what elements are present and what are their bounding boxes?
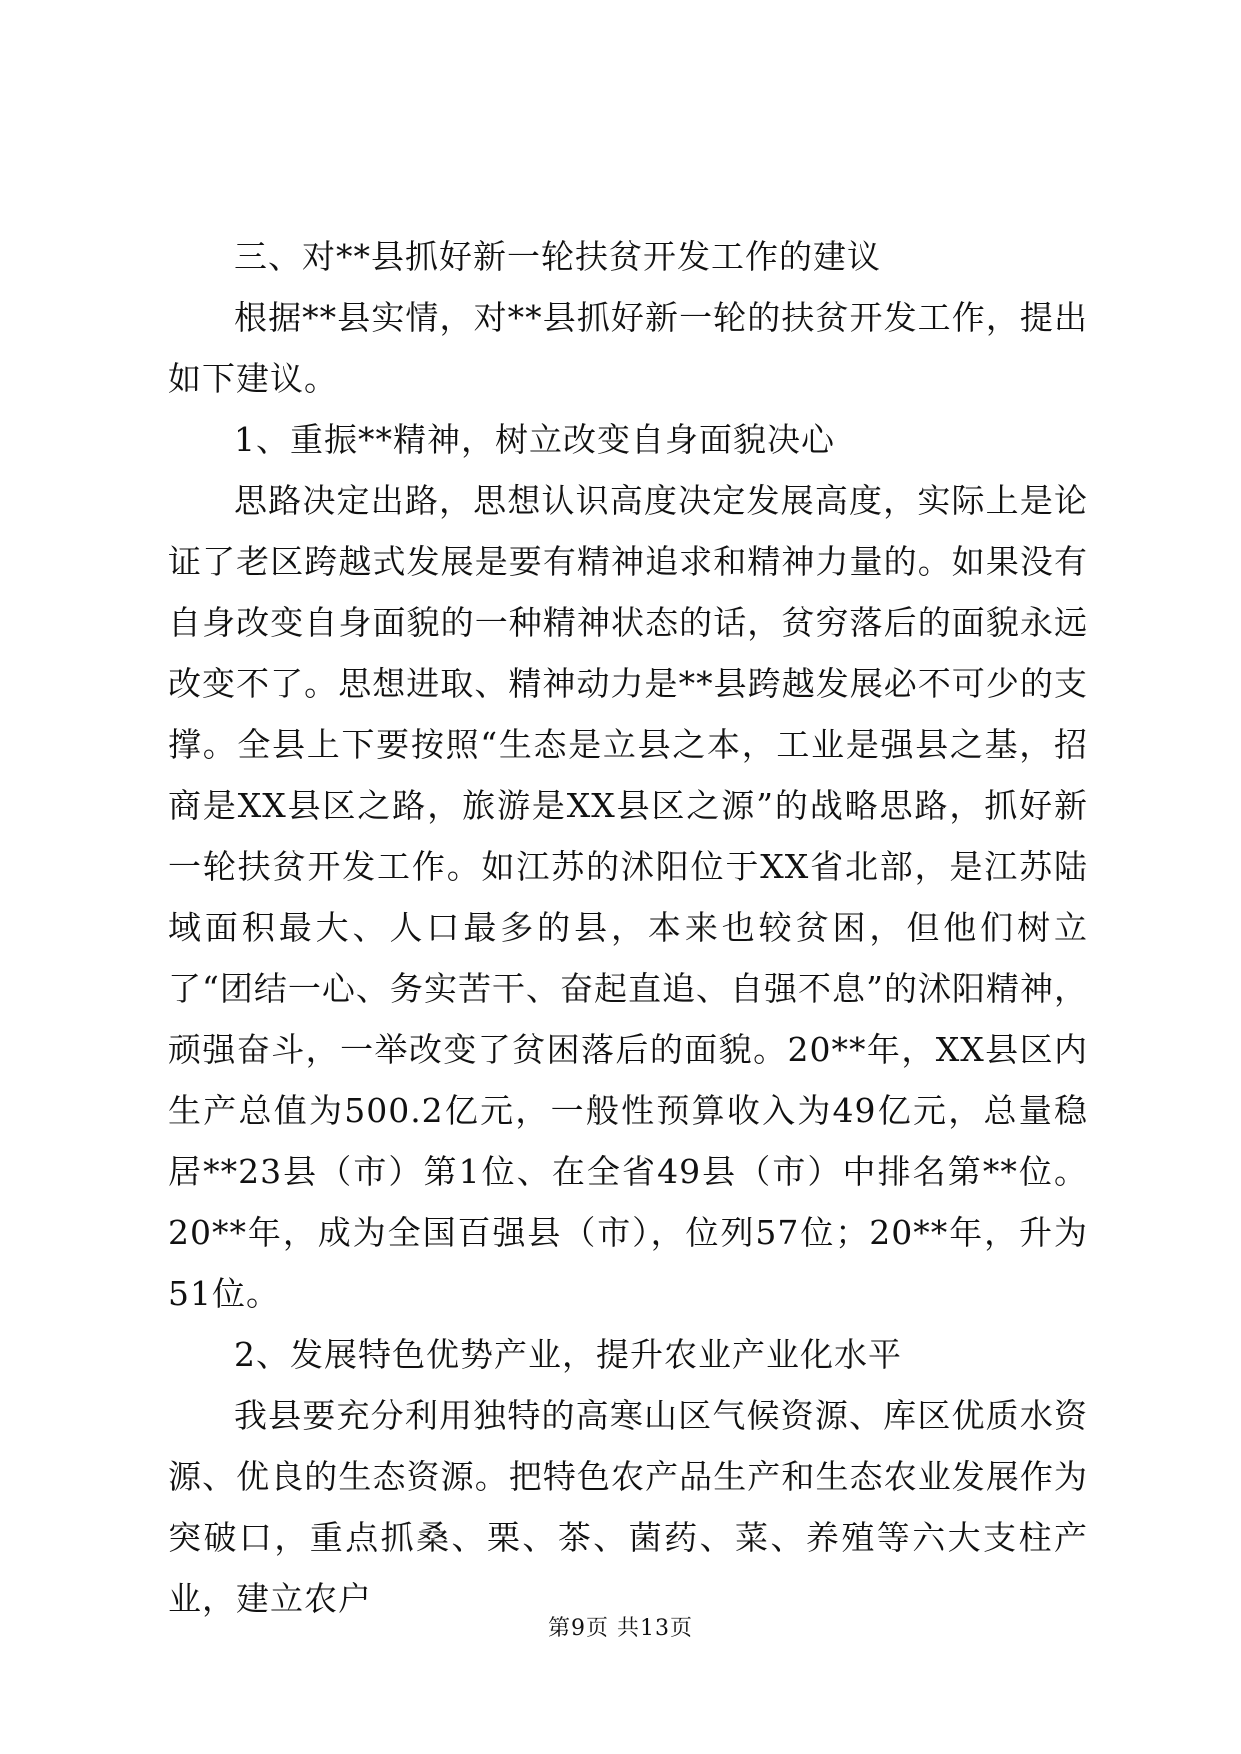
subheading-1: 1、重振**精神，树立改变自身面貌决心 [234, 420, 835, 459]
document-body [168, 226, 1088, 1629]
body-paragraph-2: 我县要充分利用独特的高寒山区气候资源、库区优质水资源、优良的生态资源。把特色农产品生产和生态农业发展作为突破口，重点抓桑、栗、茶、菌药、菜、养殖等六大支柱产业，建立农户 [168, 1396, 1088, 1618]
body-paragraph-1: 思路决定出路，思想认识高度决定发展高度，实际上是论证了老区跨越式发展是要有精神追求和精神力量的。如果没有自身改变自身面貌的一种精神状态的话，贫穷落后的面貌永远改变不了。思想进取、精神动力是**县跨越发展必不可少的支撑。全县上下要按照“生态是立县之本，工业是强县之基，招商是XX县区之路，旅游是XX县区之源”的战略思路，抓好新一轮扶贫开发工作。如江苏的沭阳位于XX省北部，是江苏陆域面积最大、人口最多的县，本来也较贫困，但他们树立了“团结一心、务实苦干、奋起直追、自强不息”的沭阳精神，顽强奋斗，一举改变了贫困落后的面貌。20**年，XX县区内生产总值为500.2亿元，一般性预算收入为49亿元，总量稳居**23县（市）第1位、在全省49县（市）中排名第**位。20**年，成为全国百强县（市），位列57位；20**年，升为51位。 [168, 481, 1088, 1313]
page-footer: 第9页 共13页 [548, 1616, 693, 1641]
section-heading: 三、对**县抓好新一轮扶贫开发工作的建议 [234, 237, 881, 276]
subheading-2: 2、发展特色优势产业，提升农业产业化水平 [234, 1335, 902, 1374]
intro-paragraph: 根据**县实情，对**县抓好新一轮的扶贫开发工作，提出如下建议。 [168, 298, 1088, 398]
